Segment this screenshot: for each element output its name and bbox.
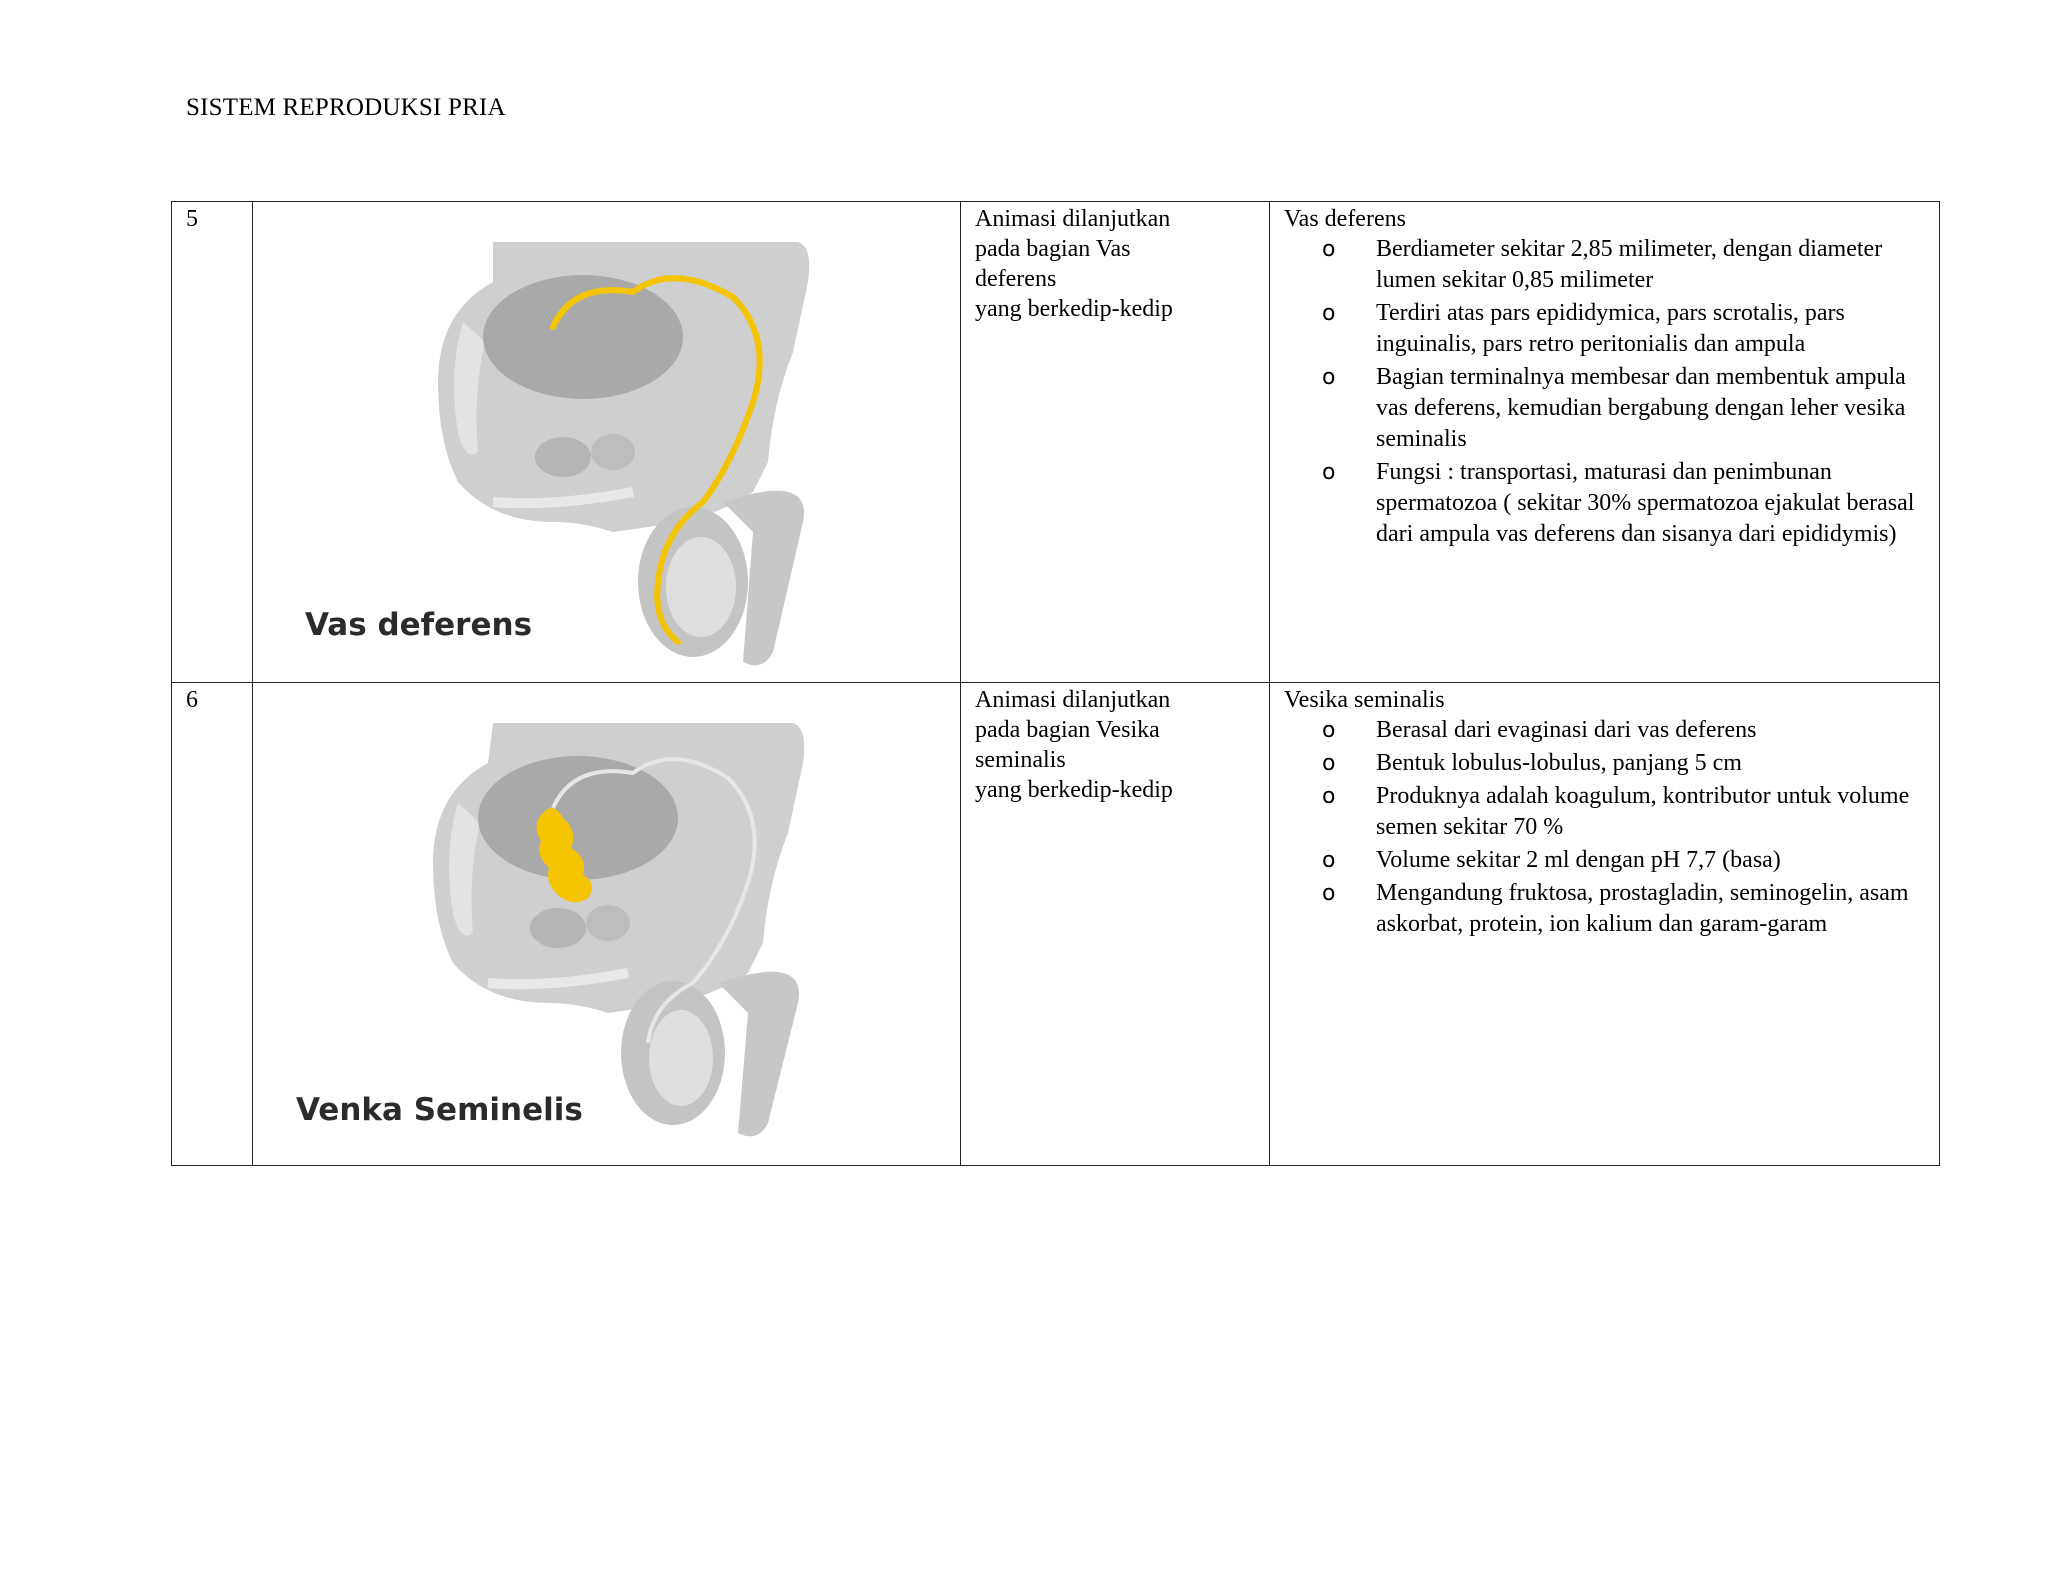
description-list (1284, 715, 1929, 940)
seminal-vesicle-illustration (253, 683, 960, 1163)
animation-line: yang berkedip-kedip (975, 777, 1173, 803)
list-item: o Mengandung fruktosa, prostagladin, seminogelin, asam askorbat, protein, ion kalium dan garam-garam (1322, 880, 1909, 937)
animation-cell (961, 683, 1270, 1166)
animation-cell (961, 202, 1270, 683)
list-item: o Bentuk lobulus-lobulus, panjang 5 cm (1322, 748, 1929, 779)
description-title: Vesika seminalis (1284, 687, 1445, 713)
animation-line: Animasi dilanjutkan (975, 687, 1171, 713)
bullet-marker: o (1322, 237, 1336, 262)
animation-line: pada bagian Vas (975, 236, 1131, 262)
page-header: SISTEM REPRODUKSI PRIA (186, 94, 506, 121)
list-item: o Berdiameter sekitar 2,85 milimeter, dengan diameter lumen sekitar 0,85 milimeter (1322, 236, 1883, 293)
table-row (172, 202, 1940, 683)
list-item: o Berasal dari evaginasi dari vas deferens (1322, 715, 1929, 746)
list-item: o Bagian terminalnya membesar dan membentuk ampula vas deferens, kemudian bergabung dengan leher vesika seminalis (1322, 364, 1906, 452)
row-number: 5 (172, 202, 253, 683)
bullet-marker: o (1322, 460, 1336, 485)
bullet-marker: o (1322, 881, 1336, 906)
illustration-label: Venka Seminelis (296, 1092, 583, 1128)
bullet-marker: o (1322, 751, 1336, 776)
animation-line: pada bagian Vesika (975, 717, 1160, 743)
table-row (172, 683, 1940, 1166)
illustration-cell (253, 202, 961, 683)
illustration-cell (253, 683, 961, 1166)
animation-line: seminalis (975, 747, 1066, 773)
description-list (1284, 234, 1929, 550)
list-item: o Volume sekitar 2 ml dengan pH 7,7 (basa) (1322, 845, 1929, 876)
animation-line: yang berkedip-kedip (975, 296, 1173, 322)
row-number: 6 (172, 683, 253, 1166)
animation-line: Animasi dilanjutkan (975, 206, 1171, 232)
description-cell (1270, 683, 1940, 1166)
description-cell (1270, 202, 1940, 683)
bullet-marker: o (1322, 718, 1336, 743)
bullet-marker: o (1322, 784, 1336, 809)
bullet-marker: o (1322, 848, 1336, 873)
bullet-marker: o (1322, 365, 1336, 390)
list-item: o Terdiri atas pars epididymica, pars scrotalis, pars inguinalis, pars retro peritonialis dan ampula (1322, 300, 1845, 357)
description-title: Vas deferens (1284, 206, 1406, 232)
illustration-label: Vas deferens (305, 607, 533, 643)
list-item: o Fungsi : transportasi, maturasi dan penimbunan spermatozoa ( sekitar 30% spermatozoa ejakulat berasal dari ampula vas deferens dan sisanya dari epididymis) (1322, 459, 1915, 547)
storyboard-table (171, 201, 1940, 1166)
animation-line: deferens (975, 266, 1057, 292)
list-item: o Produknya adalah koagulum, kontributor untuk volume semen sekitar 70 % (1322, 783, 1910, 840)
bullet-marker: o (1322, 301, 1336, 326)
vas-deferens-illustration (253, 202, 960, 680)
